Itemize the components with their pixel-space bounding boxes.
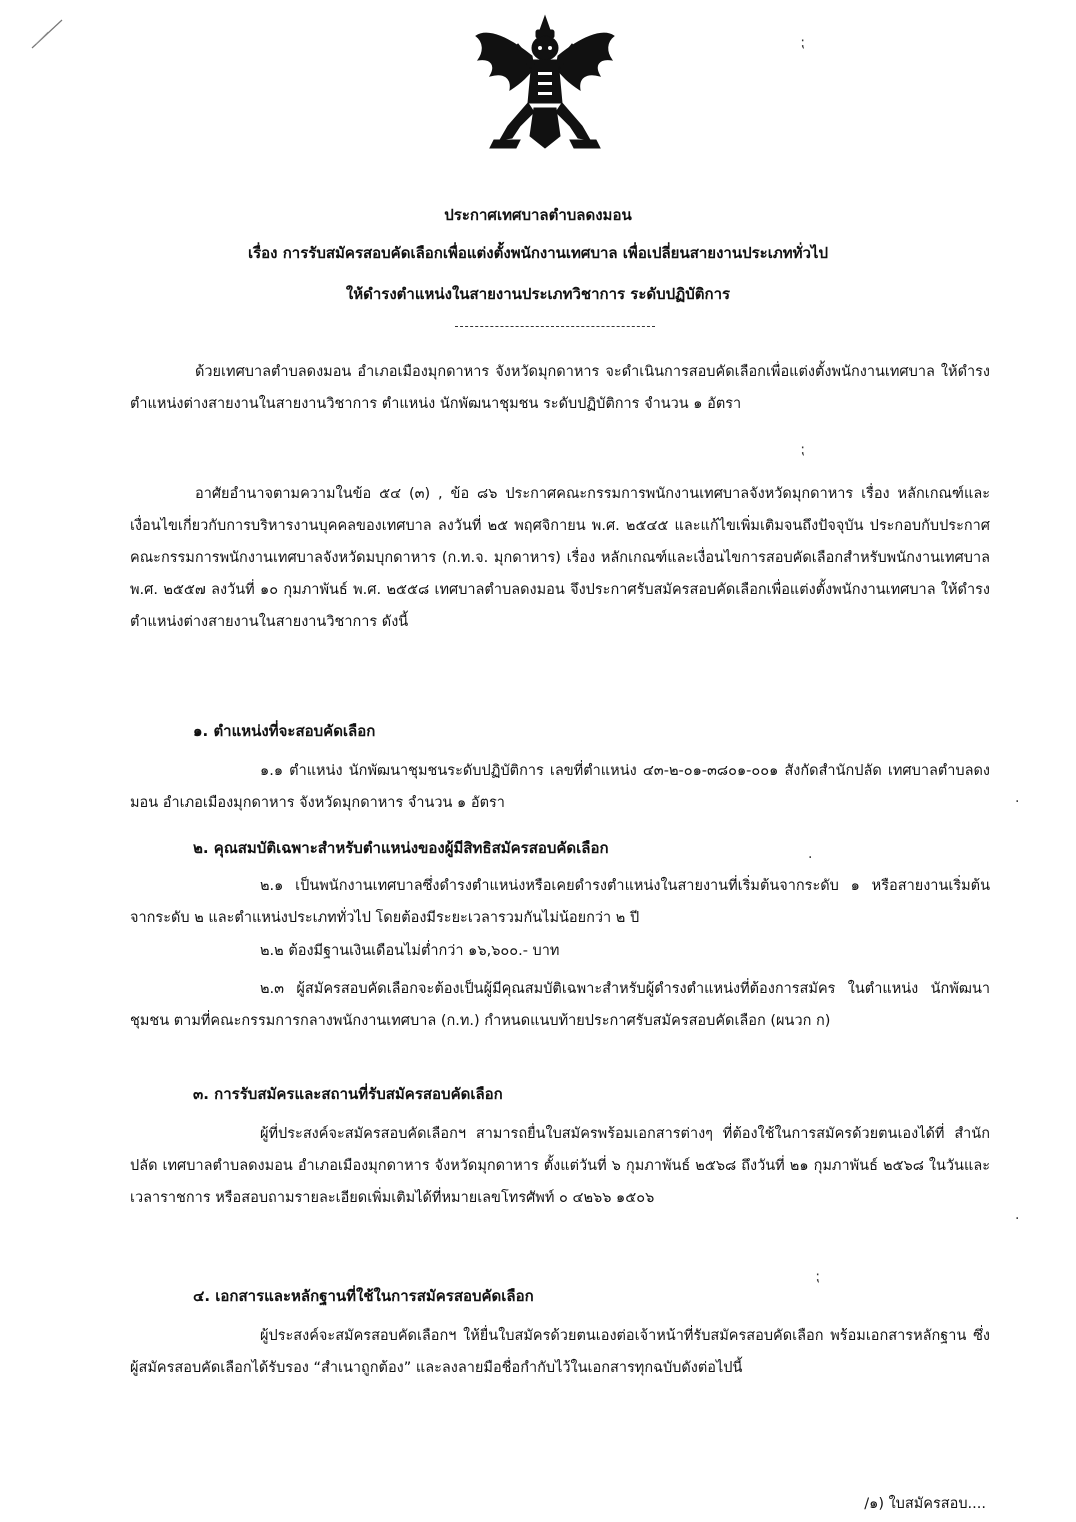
section-2-1-text: ๒.๑ เป็นพนักงานเทศบาลซึ่งดำรงตำแหน่งหรือเคยดำรงตำแหน่งในสายงานที่เริ่มต้นจากระดับ ๑ หรือสายงานเริ่มต้นจากระดับ ๒ และตำแหน่งประเภททั่วไป โดยต้องมีระยะเวลารวมกันไม่น้อยกว่า ๒ ปี [130, 878, 990, 926]
authority-paragraph: อาศัยอำนาจตามความในข้อ ๕๔ (๓) , ข้อ ๘๖ ประกาศคณะกรรมการพนักงานเทศบาลจังหวัดมุกดาหาร เรื่อง หลักเกณฑ์และเงื่อนไขเกี่ยวกับการบริหารงานบุคคลของเทศบาล ลงวันที่ ๒๕ พฤศจิกายน พ.ศ. ๒๕๔๕ และแก้ไขเพิ่มเติมจนถึงปัจจุบัน ประกอบกับประกาศคณะกรรมการพนักงานเทศบาลจังหวัดมบุกดาหาร (ก.ท.จ. มุกดาหาร) เรื่อง หลักเกณฑ์และเงื่อนไขการสอบคัดเลือกสำหรับพนักงานเทศบาล พ.ศ. ๒๕๕๗ ลงวันที่ ๑๐ กุมภาพันธ์ พ.ศ. ๒๕๕๘ เทศบาลตำบลดงมอน จึงประกาศรับสมัครสอบคัดเลือกเพื่อแต่งตั้งพนักงานเทศบาล ให้ดำรงตำแหน่งต่างสายงานในสายงานวิชาการ ดังนี้ [130, 486, 990, 630]
pen-mark-icon [28, 14, 68, 54]
subject-line-2: ให้ดำรงตำแหน่งในสายงานประเภทวิชาการ ระดับปฏิบัติการ [345, 285, 731, 303]
section-2-2-text: ๒.๒ ต้องมีฐานเงินเดือนไม่ต่ำกว่า ๑๖,๖๐๐.- บาท [260, 943, 560, 959]
garuda-emblem-icon [470, 8, 620, 173]
scan-speck: · [1015, 794, 1020, 810]
subject-line-1: เรื่อง การรับสมัครสอบคัดเลือกเพื่อแต่งตั้งพนักงานเทศบาล เพื่อเปลี่ยนสายงานประเภททั่วไป [247, 244, 828, 262]
section-4-heading: ๔. เอกสารและหลักฐานที่ใช้ในการสมัครสอบคัดเลือก [193, 1287, 534, 1305]
section-2-3-text: ๒.๓ ผู้สมัครสอบคัดเลือกจะต้องเป็นผู้มีคุณสมบัติเฉพาะสำหรับผู้ดำรงตำแหน่งที่ต้องการสมัคร ในตำแหน่ง นักพัฒนาชุมชน ตามที่คณะกรรมการกลางพนักงานเทศบาล (ก.ท.) กำหนดแนบท้ายประกาศรับสมัครสอบคัดเลือก (ผนวก ก) [130, 981, 990, 1029]
scan-speck: · [1015, 1211, 1020, 1227]
section-1-heading: ๑. ตำแหน่งที่จะสอบคัดเลือก [193, 722, 376, 740]
scan-speck: ⁏ [800, 35, 805, 51]
section-3-heading: ๓. การรับสมัครและสถานที่รับสมัครสอบคัดเลือก [193, 1085, 503, 1103]
intro-paragraph: ด้วยเทศบาลตำบลดงมอน อำเภอเมืองมุกดาหาร จังหวัดมุกดาหาร จะดำเนินการสอบคัดเลือกเพื่อแต่งตั้งพนักงานเทศบาล ให้ดำรงตำแหน่งต่างสายงานในสายงานวิชาการ ตำแหน่ง นักพัฒนาชุมชน ระดับปฏิบัติการ จำนวน ๑ อัตรา [130, 364, 990, 412]
section-4-text: ผู้ประสงค์จะสมัครสอบคัดเลือกฯ ให้ยื่นใบสมัครด้วยตนเองต่อเจ้าหน้าที่รับสมัครสอบคัดเลือก พร้อมเอกสารหลักฐาน ซึ่งผู้สมัครสอบคัดเลือกได้รับรอง “สำเนาถูกต้อง” และลงลายมือชื่อกำกับไว้ในเอกสารทุกฉบับดังต่อไปนี้ [130, 1328, 990, 1376]
title-divider [455, 326, 655, 327]
continuation-note: /๑) ใบสมัครสอบ.... [864, 1496, 986, 1512]
section-1-1-text: ๑.๑ ตำแหน่ง นักพัฒนาชุมชนระดับปฏิบัติการ เลขที่ตำแหน่ง ๔๓-๒-๐๑-๓๘๐๑-๐๐๑ สังกัดสำนักปลัด เทศบาลตำบลดงมอน อำเภอเมืองมุกดาหาร จังหวัดมุกดาหาร จำนวน ๑ อัตรา [130, 763, 990, 811]
scan-speck: ⁏ [800, 442, 805, 458]
announcement-title: ประกาศเทศบาลตำบลดงมอน [444, 206, 632, 224]
scan-speck: · [808, 850, 813, 866]
section-3-text: ผู้ที่ประสงค์จะสมัครสอบคัดเลือกฯ สามารถยื่นใบสมัครพร้อมเอกสารต่างๆ ที่ต้องใช้ในการสมัครด้วยตนเองได้ที่ สำนักปลัด เทศบาลตำบลดงมอน อำเภอเมืองมุกดาหาร จังหวัดมุกดาหาร ตั้งแต่วันที่ ๖ กุมภาพันธ์ ๒๕๖๘ ถึงวันที่ ๒๑ กุมภาพันธ์ ๒๕๖๘ ในวันและเวลาราชการ หรือสอบถามรายละเอียดเพิ่มเติมได้ที่หมายเลขโทรศัพท์ ๐ ๔๒๖๖ ๑๕๐๖ [130, 1126, 990, 1206]
section-2-heading: ๒. คุณสมบัติเฉพาะสำหรับตำแหน่งของผู้มีสิทธิสมัครสอบคัดเลือก [193, 839, 609, 857]
scan-speck: ⁏ [815, 1269, 820, 1285]
